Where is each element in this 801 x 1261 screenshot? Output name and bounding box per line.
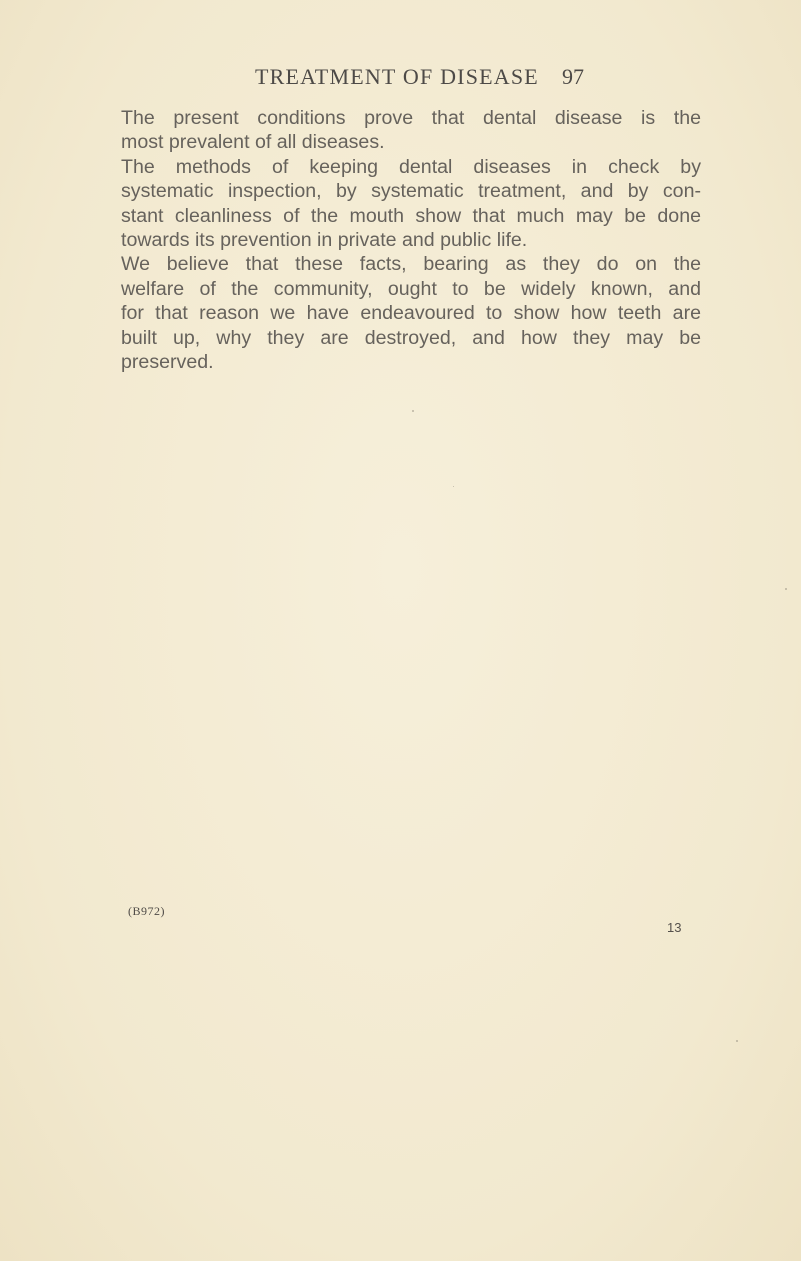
- paper-speck: [785, 588, 787, 590]
- text-line: We believe that these facts, bearing as they do on the: [121, 253, 701, 276]
- body-text: [121, 106, 701, 374]
- paper-speck: [412, 410, 414, 412]
- text-line: towards its prevention in private and public life.: [121, 228, 528, 251]
- paragraph-3: [121, 252, 701, 374]
- text-line: preserved.: [121, 350, 214, 373]
- text-line: systematic inspection, by systematic treatment, and by con-: [121, 180, 701, 203]
- running-head: [0, 64, 801, 96]
- text-line: The methods of keeping dental diseases in check by: [121, 155, 701, 178]
- text-line: built up, why they are destroyed, and how they may be: [121, 326, 701, 349]
- paragraph-1: [121, 106, 701, 155]
- text-line: for that reason we have endeavoured to show how teeth are: [121, 302, 701, 325]
- text-line: most prevalent of all diseases.: [121, 131, 385, 154]
- signature-mark: 13: [667, 920, 682, 935]
- running-title: TREATMENT OF DISEASE: [255, 64, 539, 89]
- text-line: welfare of the community, ought to be widely known, and: [121, 277, 701, 300]
- paper-speck: [736, 1040, 738, 1042]
- printer-code: (B972): [128, 904, 165, 918]
- paper-speck: [453, 486, 454, 487]
- paragraph-2: [121, 155, 701, 253]
- text-line: stant cleanliness of the mouth show that much may be done: [121, 204, 701, 227]
- page-number: 97: [562, 64, 584, 89]
- text-line: The present conditions prove that dental disease is the: [121, 107, 701, 129]
